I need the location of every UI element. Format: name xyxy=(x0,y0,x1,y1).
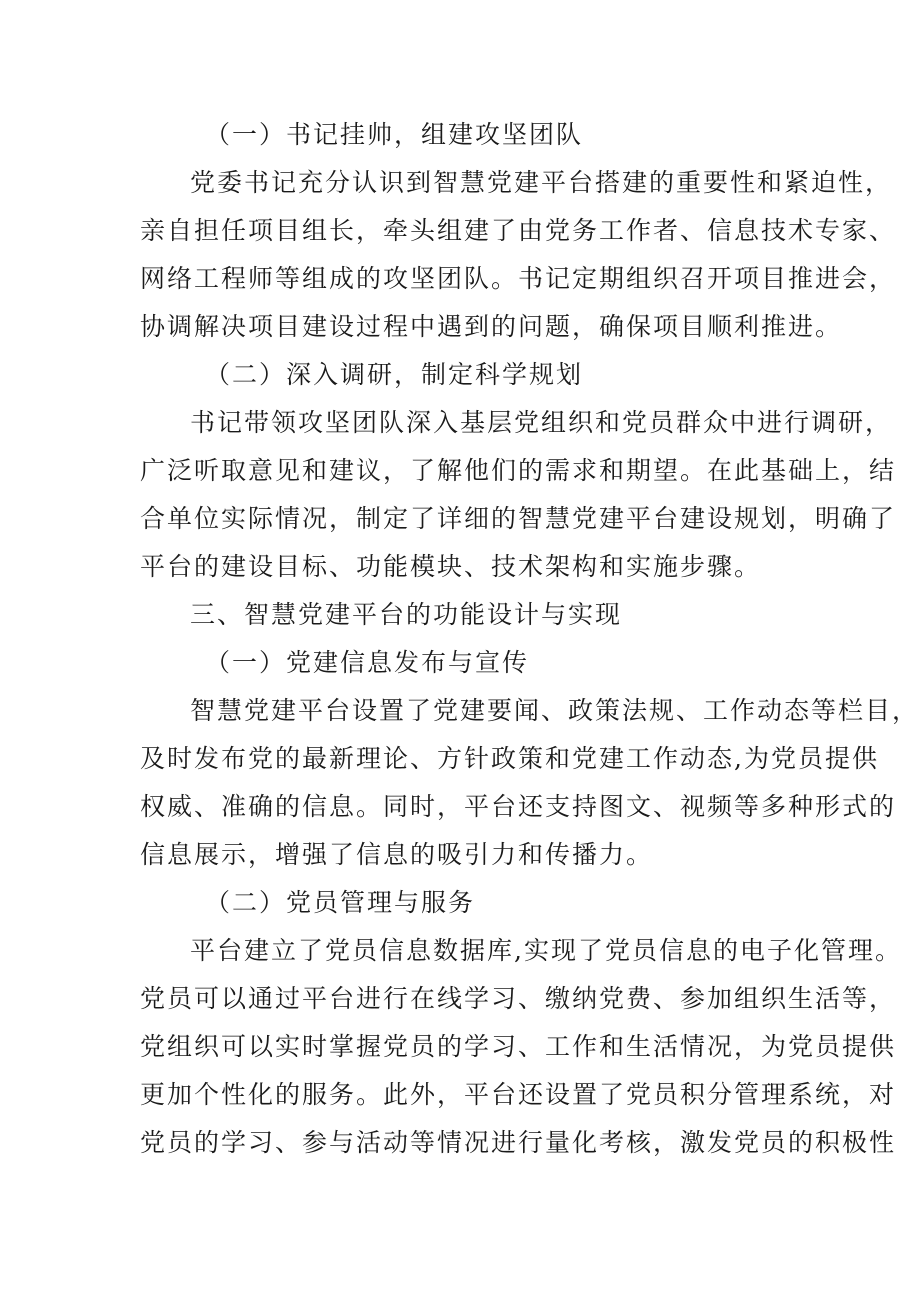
paragraph-line: 协调解决项目建设过程中遇到的问题，确保项目顺利推进。 xyxy=(140,312,843,341)
subsection-heading-1-2: （二）深入调研，制定科学规划 xyxy=(205,360,584,389)
paragraph-line: 权威、准确的信息。同时，平台还支持图文、视频等多种形式的 xyxy=(140,792,897,821)
paragraph-line: 智慧党建平台设置了党建要闻、政策法规、工作动态等栏目， xyxy=(190,696,920,725)
paragraph-line: 合单位实际情况，制定了详细的智慧党建平台建设规划，明确了 xyxy=(140,504,897,533)
paragraph-line: 平台建立了党员信息数据库,实现了党员信息的电子化管理。 xyxy=(190,936,902,965)
section-heading-3: 三、智慧党建平台的功能设计与实现 xyxy=(190,600,623,629)
paragraph-line: 党委书记充分认识到智慧党建平台搭建的重要性和紧迫性， xyxy=(190,168,893,197)
paragraph-line: 网络工程师等组成的攻坚团队。书记定期组织召开项目推进会， xyxy=(140,264,897,293)
paragraph-line: 信息展示，增强了信息的吸引力和传播力。 xyxy=(140,840,654,869)
paragraph-line: 平台的建设目标、功能模块、技术架构和实施步骤。 xyxy=(140,552,762,581)
paragraph-line: 书记带领攻坚团队深入基层党组织和党员群众中进行调研， xyxy=(190,408,893,437)
paragraph-line: 广泛听取意见和建议，了解他们的需求和期望。在此基础上，结 xyxy=(140,456,897,485)
subsection-heading-1-1: （一）书记挂帅，组建攻坚团队 xyxy=(205,120,584,149)
subsection-heading-3-1: （一）党建信息发布与宣传 xyxy=(205,648,530,677)
paragraph-line: 更加个性化的服务。此外，平台还设置了党员积分管理系统，对 xyxy=(140,1080,897,1109)
paragraph-line: 党组织可以实时掌握党员的学习、工作和生活情况，为党员提供 xyxy=(140,1032,897,1061)
paragraph-line: 党员可以通过平台进行在线学习、缴纳党费、参加组织生活等， xyxy=(140,984,897,1013)
paragraph-line: 及时发布党的最新理论、方针政策和党建工作动态,为党员提供 xyxy=(140,744,879,773)
subsection-heading-3-2: （二）党员管理与服务 xyxy=(205,888,476,917)
paragraph-line: 党员的学习、参与活动等情况进行量化考核，激发党员的积极性 xyxy=(140,1128,897,1157)
paragraph-line: 亲自担任项目组长，牵头组建了由党务工作者、信息技术专家、 xyxy=(140,216,897,245)
